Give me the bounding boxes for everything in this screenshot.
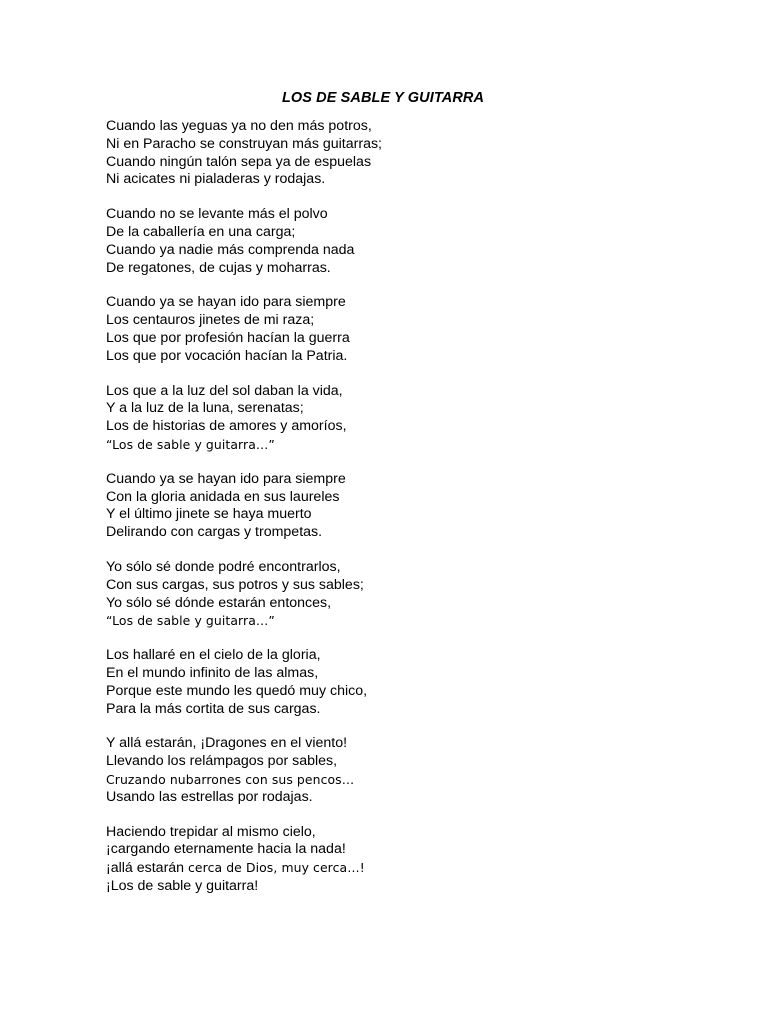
stanza-8 bbox=[106, 735, 666, 806]
poem-line: Yo sólo sé donde podré encontrarlos, bbox=[106, 558, 341, 575]
poem-line: Los hallaré en el cielo de la gloria, bbox=[106, 647, 321, 664]
poem-title-text: LOS DE SABLE Y GUITARRA bbox=[281, 90, 485, 106]
poem-body bbox=[106, 118, 666, 913]
poem-line: De regatones, de cujas y moharras. bbox=[106, 259, 331, 276]
poem-line: Los que por vocación hacían la Patria. bbox=[106, 347, 348, 364]
stanza-4 bbox=[106, 383, 666, 454]
poem-line: Los que a la luz del sol daban la vida, bbox=[106, 382, 343, 399]
poem-line-refrain: “Los de sable y guitarra…” bbox=[106, 613, 275, 629]
poem-line-part: ¡allá estarán bbox=[106, 860, 189, 877]
poem-line-alt: Cruzando nubarrones con sus pencos… bbox=[106, 771, 355, 787]
poem-line: Cuando ya se hayan ido para siempre bbox=[106, 470, 346, 487]
poem-line: Los que por profesión hacían la guerra bbox=[106, 329, 350, 346]
poem-line: Cuando no se levante más el polvo bbox=[106, 206, 328, 223]
poem-title bbox=[0, 90, 768, 106]
poem-line: Yo sólo sé dónde estarán entonces, bbox=[106, 594, 332, 611]
poem-line: Llevando los relámpagos por sables, bbox=[106, 753, 338, 770]
poem-line-mixed bbox=[106, 859, 666, 878]
poem-line: Haciendo trepidar al mismo cielo, bbox=[106, 823, 316, 840]
poem-line: Cuando ya nadie más comprenda nada bbox=[106, 241, 355, 258]
poem-line: Usando las estrellas por rodajas. bbox=[106, 788, 313, 805]
poem-line: Y allá estarán, ¡Dragones en el viento! bbox=[106, 735, 348, 752]
poem-line: En el mundo infinito de las almas, bbox=[106, 664, 319, 681]
poem-line: De la caballería en una carga; bbox=[106, 223, 296, 240]
poem-line: Con la gloria anidada en sus laureles bbox=[106, 488, 340, 505]
poem-line: Y a la luz de la luna, serenatas; bbox=[106, 400, 304, 417]
poem-line-refrain: “Los de sable y guitarra…” bbox=[106, 436, 275, 452]
poem-line: ¡Los de sable y guitarra! bbox=[106, 877, 259, 894]
stanza-6 bbox=[106, 559, 666, 630]
poem-line: Delirando con cargas y trompetas. bbox=[106, 524, 323, 541]
poem-line: Cuando ya se hayan ido para siempre bbox=[106, 294, 346, 311]
poem-line: Ni en Paracho se construyan más guitarras; bbox=[106, 135, 382, 152]
stanza-7 bbox=[106, 647, 666, 718]
poem-line: Porque este mundo les quedó muy chico, bbox=[106, 682, 368, 699]
poem-line: Los de historias de amores y amoríos, bbox=[106, 418, 347, 435]
stanza-3 bbox=[106, 294, 666, 365]
poem-line: Y el último jinete se haya muerto bbox=[106, 506, 312, 523]
poem-line: ¡cargando eternamente hacia la nada! bbox=[106, 841, 346, 858]
poem-line: Los centauros jinetes de mi raza; bbox=[106, 312, 315, 329]
poem-line: Ni acicates ni pialaderas y rodajas. bbox=[106, 171, 326, 188]
poem-line: Cuando las yeguas ya no den más potros, bbox=[106, 118, 372, 134]
stanza-2 bbox=[106, 206, 666, 277]
stanza-5 bbox=[106, 471, 666, 542]
stanza-1 bbox=[106, 118, 666, 189]
poem-line-part-alt: cerca de Dios, muy cerca…! bbox=[188, 860, 365, 876]
poem-line: Cuando ningún talón sepa ya de espuelas bbox=[106, 153, 372, 170]
stanza-9 bbox=[106, 824, 666, 896]
poem-line: Para la más cortita de sus cargas. bbox=[106, 700, 321, 717]
poem-line: Con sus cargas, sus potros y sus sables; bbox=[106, 576, 364, 593]
